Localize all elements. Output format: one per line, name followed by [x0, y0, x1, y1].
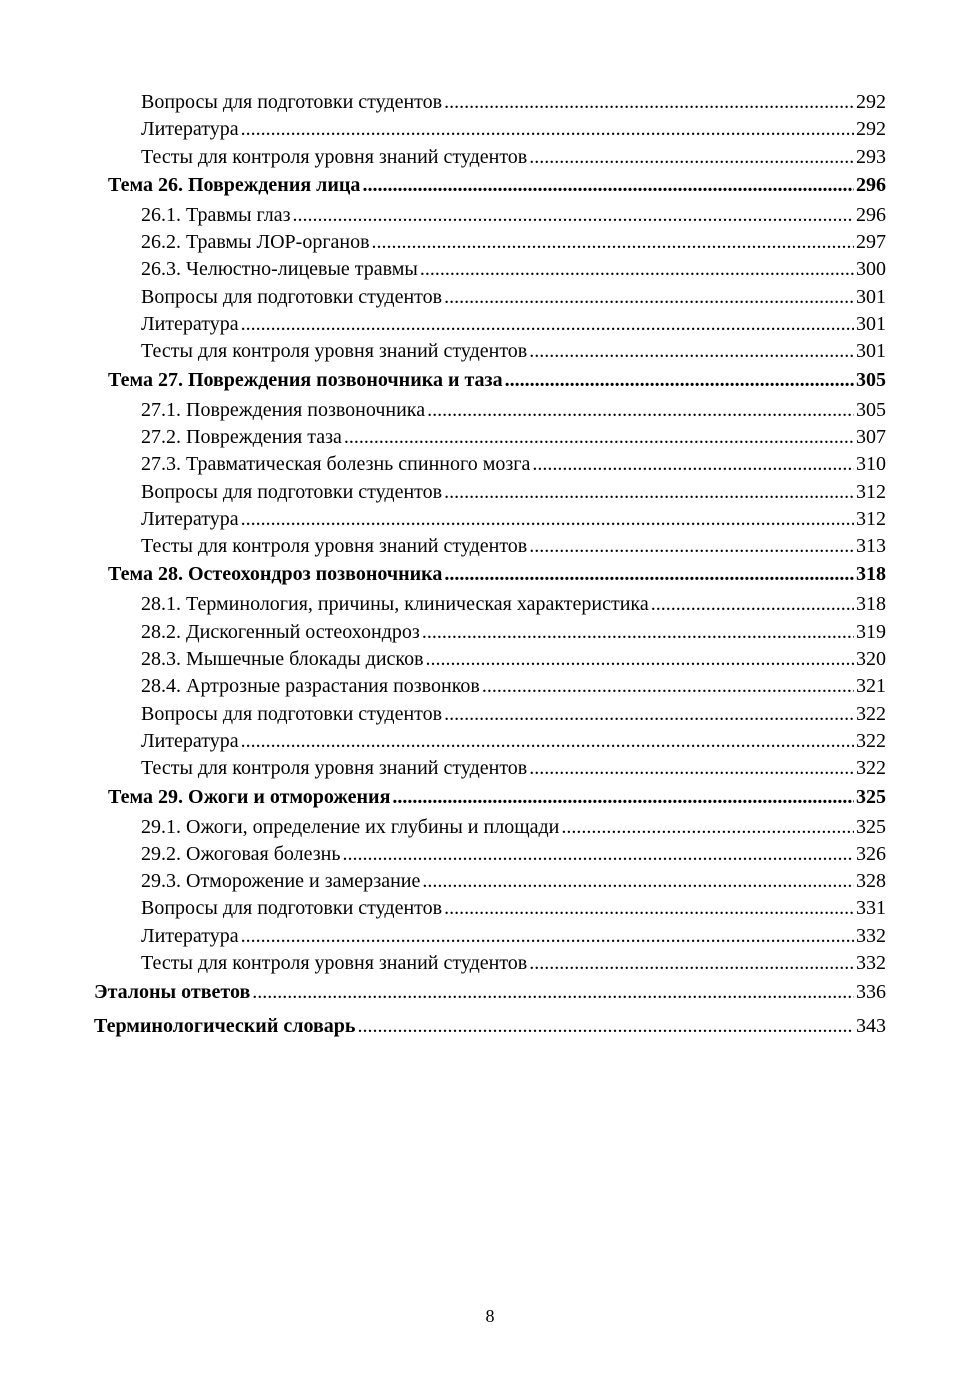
toc-entry	[94, 92, 886, 119]
toc-entry-title: Тесты для контроля уровня знаний студентов	[141, 535, 528, 558]
toc-leader-dots	[292, 205, 854, 225]
toc-leader-dots	[529, 758, 854, 778]
toc-entry-title: 28.3. Мышечные блокады дисков	[141, 648, 424, 671]
toc-entry	[94, 758, 886, 785]
toc-entry-page: 319	[856, 620, 886, 643]
toc-leader-dots	[444, 287, 854, 307]
toc-leader-dots	[529, 341, 854, 361]
toc-entry-page: 332	[856, 924, 886, 947]
toc-entry	[94, 982, 886, 1014]
toc-entry-title: Вопросы для подготовки студентов	[141, 897, 443, 920]
toc-leader-dots	[422, 622, 854, 642]
toc-entry-title: 28.4. Артрозные разрастания позвонков	[141, 675, 480, 698]
toc-entry-page: 328	[856, 870, 886, 893]
toc-entry-title: Литература	[141, 729, 239, 752]
toc-leader-dots	[422, 871, 854, 891]
toc-entry-page: 325	[856, 815, 886, 838]
toc-entry	[94, 454, 886, 481]
toc-entry	[94, 175, 886, 205]
toc-entry-page: 293	[856, 145, 886, 168]
toc-entry-page: 292	[856, 91, 886, 113]
toc-entry-title: 26.1. Травмы глаз	[141, 203, 291, 226]
toc-entry-page: 321	[856, 675, 886, 698]
toc-leader-dots	[444, 704, 854, 724]
toc-leader-dots	[561, 817, 854, 837]
toc-entry	[94, 676, 886, 703]
toc-entry-title: Вопросы для подготовки студентов	[141, 91, 443, 113]
toc-entry-page: 292	[856, 118, 886, 141]
toc-entry	[94, 482, 886, 509]
toc-leader-dots	[426, 649, 854, 669]
toc-leader-dots	[362, 175, 854, 195]
toc-entry-title: 29.2. Ожоговая болезнь	[141, 842, 341, 865]
toc-entry-page: 310	[856, 453, 886, 476]
toc-entry	[94, 594, 886, 621]
toc-entry-page: 301	[856, 313, 886, 336]
toc-entry-title: Тема 29. Ожоги и отморожения	[108, 785, 391, 808]
toc-entry	[94, 622, 886, 649]
toc-leader-dots	[532, 454, 854, 474]
toc-leader-dots	[241, 119, 854, 139]
toc-entry-page: 296	[856, 173, 886, 196]
toc-entry-page: 336	[856, 981, 886, 1004]
toc-entry-title: Тесты для контроля уровня знаний студентов	[141, 952, 528, 975]
toc-entry	[94, 287, 886, 314]
toc-entry	[94, 314, 886, 341]
toc-entry-page: 325	[856, 785, 886, 808]
toc-entry-page: 318	[856, 563, 886, 586]
toc-entry	[94, 205, 886, 232]
toc-entry	[94, 953, 886, 980]
toc-entry-title: Вопросы для подготовки студентов	[141, 285, 443, 308]
toc-leader-dots	[427, 400, 854, 420]
toc-leader-dots	[344, 427, 854, 447]
toc-leader-dots	[529, 536, 854, 556]
toc-entry-page: 312	[856, 507, 886, 530]
toc-entry	[94, 731, 886, 758]
toc-entry-title: 28.1. Терминология, причины, клиническая характеристика	[141, 593, 649, 616]
toc-entry-page: 322	[856, 702, 886, 725]
toc-leader-dots	[651, 594, 854, 614]
toc-entry	[94, 427, 886, 454]
toc-entry-page: 322	[856, 757, 886, 780]
toc-entry	[94, 926, 886, 953]
toc-entry	[94, 232, 886, 259]
toc-leader-dots	[505, 370, 854, 390]
toc-entry	[94, 1016, 886, 1048]
toc-leader-dots	[444, 482, 854, 502]
toc-entry	[94, 871, 886, 898]
toc-entry-page: 307	[856, 425, 886, 448]
toc-entry-page: 331	[856, 897, 886, 920]
toc-entry-title: 27.2. Повреждения таза	[141, 425, 342, 448]
toc-leader-dots	[392, 787, 854, 807]
toc-leader-dots	[342, 844, 854, 864]
toc-entry	[94, 509, 886, 536]
toc-entry-title: Тема 27. Повреждения позвоночника и таза	[108, 368, 503, 391]
toc-entry-title: Тесты для контроля уровня знаний студентов	[141, 145, 528, 168]
toc-entry-title: 29.1. Ожоги, определение их глубины и площади	[141, 815, 560, 838]
toc-entry-title: Литература	[141, 118, 239, 141]
toc-entry-page: 313	[856, 535, 886, 558]
toc-leader-dots	[444, 898, 854, 918]
toc-entry-title: 27.1. Повреждения позвоночника	[141, 398, 426, 421]
toc-leader-dots	[252, 982, 854, 1002]
toc-entry	[94, 400, 886, 427]
toc-entry-page: 305	[856, 368, 886, 391]
toc-entry	[94, 564, 886, 594]
table-of-contents	[94, 92, 886, 1048]
toc-entry-page: 296	[856, 203, 886, 226]
toc-entry	[94, 649, 886, 676]
toc-entry-page: 305	[856, 398, 886, 421]
toc-leader-dots	[444, 564, 854, 584]
toc-leader-dots	[420, 259, 854, 279]
toc-entry	[94, 844, 886, 871]
toc-entry-page: 300	[856, 258, 886, 281]
toc-entry-title: Вопросы для подготовки студентов	[141, 702, 443, 725]
toc-entry-page: 320	[856, 648, 886, 671]
toc-entry-title: 26.3. Челюстно-лицевые травмы	[141, 258, 418, 281]
toc-leader-dots	[241, 926, 854, 946]
toc-entry-title: Терминологический словарь	[94, 1015, 356, 1038]
toc-entry-title: Тема 26. Повреждения лица	[108, 173, 361, 196]
toc-entry-page: 322	[856, 729, 886, 752]
toc-entry-title: Тесты для контроля уровня знаний студентов	[141, 340, 528, 363]
toc-entry	[94, 259, 886, 286]
toc-entry-title: Тема 28. Остеохондроз позвоночника	[108, 563, 443, 586]
toc-entry-page: 312	[856, 480, 886, 503]
toc-entry-title: Тесты для контроля уровня знаний студентов	[141, 757, 528, 780]
toc-leader-dots	[444, 92, 854, 112]
toc-leader-dots	[241, 731, 854, 751]
toc-entry-title: Литература	[141, 313, 239, 336]
toc-entry	[94, 817, 886, 844]
toc-entry-page: 301	[856, 285, 886, 308]
toc-leader-dots	[241, 509, 854, 529]
toc-entry-page: 318	[856, 593, 886, 616]
toc-entry-title: 28.2. Дискогенный остеохондроз	[141, 620, 420, 643]
toc-leader-dots	[357, 1016, 854, 1036]
toc-entry	[94, 787, 886, 817]
toc-leader-dots	[241, 314, 854, 334]
toc-entry-title: Литература	[141, 924, 239, 947]
toc-entry-page: 297	[856, 231, 886, 254]
toc-entry	[94, 147, 886, 174]
toc-entry-title: 26.2. Травмы ЛОР-органов	[141, 231, 370, 254]
toc-entry-title: 29.3. Отморожение и замерзание	[141, 870, 421, 893]
toc-entry	[94, 341, 886, 368]
toc-entry-page: 332	[856, 952, 886, 975]
page-number: 8	[485, 1306, 495, 1326]
toc-leader-dots	[529, 953, 854, 973]
toc-leader-dots	[482, 676, 854, 696]
toc-entry-page: 326	[856, 842, 886, 865]
toc-entry	[94, 536, 886, 563]
toc-entry	[94, 119, 886, 146]
toc-entry-title: Литература	[141, 507, 239, 530]
toc-entry-title: 27.3. Травматическая болезнь спинного мозга	[141, 453, 531, 476]
toc-entry-title: Эталоны ответов	[94, 981, 251, 1004]
toc-leader-dots	[372, 232, 854, 252]
toc-entry-page: 343	[856, 1015, 886, 1038]
toc-entry-page: 301	[856, 340, 886, 363]
toc-entry	[94, 898, 886, 925]
toc-entry	[94, 704, 886, 731]
toc-entry	[94, 370, 886, 400]
toc-entry-title: Вопросы для подготовки студентов	[141, 480, 443, 503]
toc-leader-dots	[529, 147, 854, 167]
